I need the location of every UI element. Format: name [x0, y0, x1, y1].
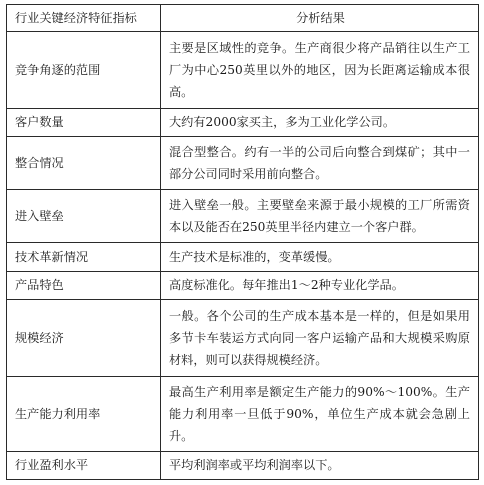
table-row [7, 108, 479, 136]
table-header-row [7, 5, 479, 32]
table-row [7, 451, 479, 479]
table-row [7, 32, 479, 109]
table-row [7, 189, 479, 243]
row-result: 最高生产利用率是额定生产能力的90%～100%。生产能力利用率一旦低于90%，单位生产成本就会急剧上升。 [161, 376, 479, 451]
header-result: 分析结果 [161, 5, 479, 32]
row-result: 主要是区域性的竞争。生产商很少将产品销往以生产工厂为中心250英里以外的地区，因为长距离运输成本很高。 [161, 32, 479, 109]
table-row [7, 137, 479, 190]
table-row [7, 376, 479, 451]
table-row [7, 300, 479, 377]
row-indicator: 生产能力利用率 [7, 376, 161, 451]
row-indicator: 进入壁垒 [7, 189, 161, 243]
row-indicator: 整合情况 [7, 137, 161, 190]
header-indicator: 行业关键经济特征指标 [7, 5, 161, 32]
row-indicator: 技术革新情况 [7, 243, 161, 271]
row-result: 高度标准化。每年推出1～2种专业化学品。 [161, 271, 479, 299]
row-indicator: 客户数量 [7, 108, 161, 136]
row-indicator: 规模经济 [7, 300, 161, 377]
row-result: 混合型整合。约有一半的公司后向整合到煤矿；其中一部分公司同时采用前向整合。 [161, 137, 479, 190]
row-indicator: 产品特色 [7, 271, 161, 299]
economic-features-table [6, 4, 479, 480]
row-result: 进入壁垒一般。主要壁垒来源于最小规模的工厂所需资本以及能否在250英里半径内建立一个客户群。 [161, 189, 479, 243]
row-result: 一般。各个公司的生产成本基本是一样的，但是如果用多节卡车装运方式向同一客户运输产品和大规模采购原材料，则可以获得规模经济。 [161, 300, 479, 377]
row-result: 大约有2000家买主，多为工业化学公司。 [161, 108, 479, 136]
row-result: 平均利润率或平均利润率以下。 [161, 451, 479, 479]
table-row [7, 271, 479, 299]
row-indicator: 竞争角逐的范围 [7, 32, 161, 109]
table-row [7, 243, 479, 271]
row-indicator: 行业盈利水平 [7, 451, 161, 479]
row-result: 生产技术是标准的，变革缓慢。 [161, 243, 479, 271]
